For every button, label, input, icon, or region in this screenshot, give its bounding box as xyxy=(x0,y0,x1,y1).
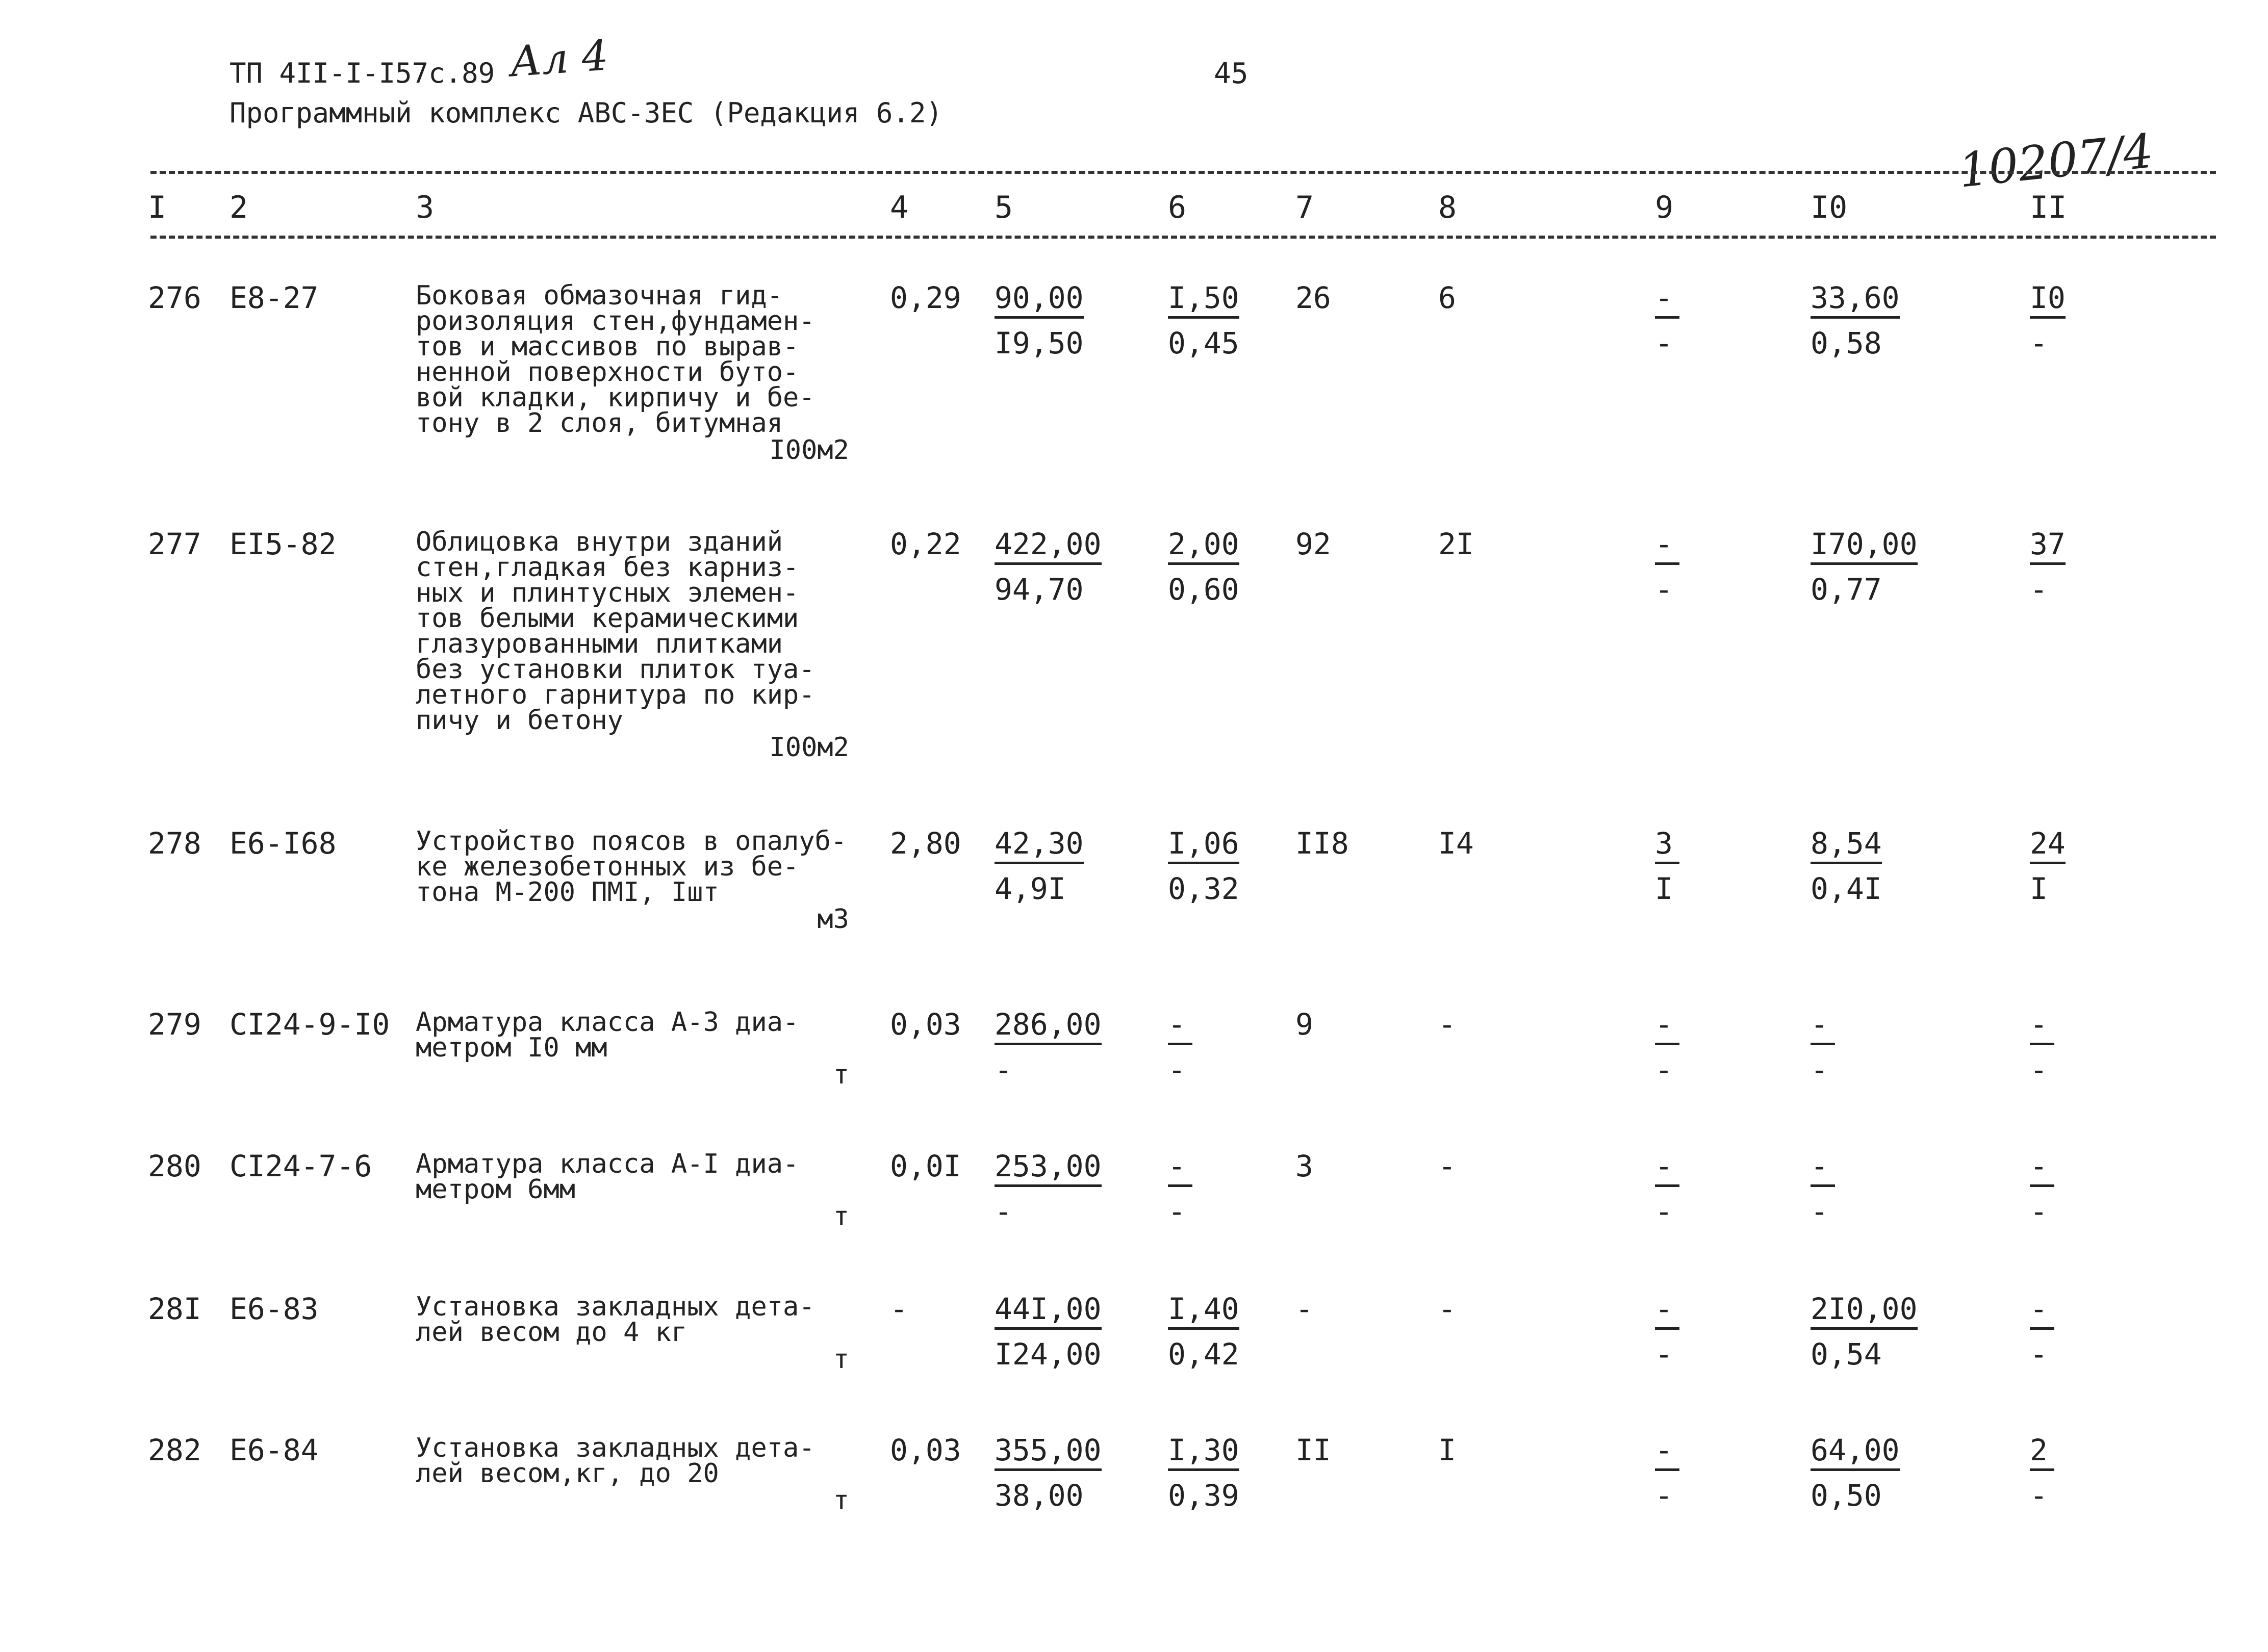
row-number: 277 xyxy=(148,527,201,561)
description-line: лей весом,кг, до 20 xyxy=(416,1458,719,1489)
col5-value-numerator: 286,00 xyxy=(995,1007,1102,1045)
col5-value xyxy=(995,1433,1102,1513)
col5-value-numerator: 90,00 xyxy=(995,280,1084,319)
col11-value-numerator: 2 xyxy=(2030,1433,2054,1471)
col5-value-numerator: 355,00 xyxy=(995,1433,1102,1471)
col11-value-numerator: - xyxy=(2030,1007,2054,1045)
sheet-number: 10207/4 xyxy=(1956,123,2156,198)
document-subtitle: Программный комплекс АВС-3ЕС (Редакция 6.2) xyxy=(230,97,942,129)
col9-value xyxy=(1655,826,1679,906)
col6-value xyxy=(1168,1007,1192,1087)
description-line: пичу и бетону xyxy=(416,705,623,736)
measurement-unit: т xyxy=(833,1201,849,1232)
col5-value-denominator: I9,50 xyxy=(995,326,1084,360)
col9-value-denominator: - xyxy=(1655,1052,1673,1087)
description-line: тов белыми керамическими xyxy=(416,603,799,634)
measurement-unit: I00м2 xyxy=(769,732,849,763)
col9-value-numerator: - xyxy=(1655,1292,1679,1330)
column-header: 7 xyxy=(1295,190,1314,225)
col11-value-numerator: - xyxy=(2030,1292,2054,1330)
col6-value-numerator: 2,00 xyxy=(1168,527,1239,565)
quantity: 0,03 xyxy=(890,1433,961,1467)
description-line: Облицовка внутри зданий xyxy=(416,527,783,557)
col10-value xyxy=(1811,1149,1835,1229)
row-number: 278 xyxy=(148,826,201,861)
col10-value xyxy=(1811,527,1918,607)
col11-value xyxy=(2030,1007,2054,1087)
col9-value-denominator: - xyxy=(1655,572,1673,607)
quantity: 0,22 xyxy=(890,527,961,561)
row-number: 280 xyxy=(148,1149,201,1183)
col9-value-numerator: - xyxy=(1655,527,1679,565)
col11-value xyxy=(2030,1292,2054,1372)
handwritten-note: Ал 4 xyxy=(508,31,610,87)
col8-value: I4 xyxy=(1438,826,1474,861)
column-header: 6 xyxy=(1168,190,1187,225)
norm-code: CI24-7-6 xyxy=(230,1149,372,1183)
work-description xyxy=(416,1007,799,1063)
col11-value-numerator: 24 xyxy=(2030,826,2066,864)
measurement-unit: м3 xyxy=(817,904,849,935)
description-line: роизоляция стен,фундамен- xyxy=(416,306,815,337)
work-description xyxy=(416,280,815,438)
description-line: тона М-200 ПМI, Iшт xyxy=(416,877,719,908)
col10-value-denominator: 0,4I xyxy=(1811,871,1882,906)
col11-value xyxy=(2030,280,2066,360)
col6-value xyxy=(1168,826,1239,906)
quantity: - xyxy=(890,1292,908,1326)
col6-value-denominator: 0,42 xyxy=(1168,1337,1239,1372)
header-top-rule xyxy=(150,171,2216,174)
col6-value-denominator: - xyxy=(1168,1052,1186,1087)
quantity: 0,0I xyxy=(890,1149,961,1183)
description-line: летного гарнитура по кир- xyxy=(416,680,815,710)
col9-value xyxy=(1655,527,1679,607)
col8-value: - xyxy=(1438,1007,1456,1042)
col7-value: 26 xyxy=(1295,280,1331,315)
col9-value xyxy=(1655,1149,1679,1229)
col7-value: - xyxy=(1295,1292,1313,1326)
col9-value-denominator: - xyxy=(1655,1194,1673,1229)
description-line: тону в 2 слоя, битумная xyxy=(416,408,783,438)
col9-value-numerator: 3 xyxy=(1655,826,1679,864)
description-line: ных и плинтусных элемен- xyxy=(416,578,799,608)
work-description xyxy=(416,527,815,736)
col9-value xyxy=(1655,1007,1679,1087)
col6-value-numerator: I,06 xyxy=(1168,826,1239,864)
norm-code: E6-83 xyxy=(230,1292,319,1326)
description-line: Устройство поясов в опалуб- xyxy=(416,826,847,857)
col11-value-numerator: 37 xyxy=(2030,527,2066,565)
col11-value-denominator: - xyxy=(2030,326,2048,360)
row-number: 28I xyxy=(148,1292,201,1326)
col5-value-denominator: 4,9I xyxy=(995,871,1066,906)
col5-value xyxy=(995,826,1084,906)
col10-value xyxy=(1811,1292,1918,1372)
col10-value-denominator: 0,58 xyxy=(1811,326,1882,360)
col10-value-numerator: 33,60 xyxy=(1811,280,1900,319)
description-line: Арматура класса А-3 диа- xyxy=(416,1007,799,1038)
column-header: 8 xyxy=(1438,190,1457,225)
col6-value-denominator: 0,60 xyxy=(1168,572,1239,607)
col5-value xyxy=(995,527,1102,607)
col9-value-numerator: - xyxy=(1655,1149,1679,1187)
col6-value xyxy=(1168,1149,1192,1229)
column-header: 3 xyxy=(416,190,435,225)
description-line: без установки плиток туа- xyxy=(416,654,815,685)
column-header: I xyxy=(148,190,167,225)
description-line: стен,гладкая без карниз- xyxy=(416,552,799,583)
col5-value-denominator: - xyxy=(995,1052,1012,1087)
col11-value xyxy=(2030,1149,2054,1229)
col9-value xyxy=(1655,1292,1679,1372)
col11-value-numerator: I0 xyxy=(2030,280,2066,319)
description-line: ненной поверхности буто- xyxy=(416,357,799,388)
col10-value xyxy=(1811,826,1882,906)
col9-value-numerator: - xyxy=(1655,1007,1679,1045)
col5-value xyxy=(995,1292,1102,1372)
page-number: 45 xyxy=(1214,57,1248,90)
col10-value-denominator: - xyxy=(1811,1194,1828,1229)
col5-value-denominator: 38,00 xyxy=(995,1478,1084,1513)
measurement-unit: т xyxy=(833,1060,849,1090)
col9-value-denominator: - xyxy=(1655,326,1673,360)
description-line: метром 6мм xyxy=(416,1174,576,1205)
col5-value xyxy=(995,1149,1102,1229)
col8-value: 6 xyxy=(1438,280,1456,315)
col9-value-numerator: - xyxy=(1655,1433,1679,1471)
col8-value: 2I xyxy=(1438,527,1474,561)
quantity: 0,29 xyxy=(890,280,961,315)
col11-value-denominator: - xyxy=(2030,1194,2048,1229)
column-header: 5 xyxy=(995,190,1013,225)
measurement-unit: т xyxy=(833,1485,849,1516)
col6-value-numerator: - xyxy=(1168,1007,1192,1045)
description-line: тов и массивов по вырав- xyxy=(416,331,799,362)
column-header: 2 xyxy=(230,190,248,225)
col11-value xyxy=(2030,826,2066,906)
col5-value-numerator: 44I,00 xyxy=(995,1292,1102,1330)
description-line: метром I0 мм xyxy=(416,1032,607,1063)
col5-value-numerator: 422,00 xyxy=(995,527,1102,565)
col8-value: - xyxy=(1438,1292,1456,1326)
col9-value-denominator: - xyxy=(1655,1337,1673,1372)
col6-value xyxy=(1168,280,1239,360)
col11-value-denominator: - xyxy=(2030,572,2048,607)
col9-value-denominator: - xyxy=(1655,1478,1673,1513)
norm-code: E6-I68 xyxy=(230,826,337,861)
col5-value xyxy=(995,280,1084,360)
col8-value: - xyxy=(1438,1149,1456,1183)
col7-value: II xyxy=(1295,1433,1331,1467)
col11-value-denominator: - xyxy=(2030,1337,2048,1372)
col7-value: 3 xyxy=(1295,1149,1313,1183)
col9-value-numerator: - xyxy=(1655,280,1679,319)
work-description xyxy=(416,826,847,908)
col10-value-denominator: 0,77 xyxy=(1811,572,1882,607)
col5-value xyxy=(995,1007,1102,1087)
col6-value-numerator: I,40 xyxy=(1168,1292,1239,1330)
col11-value-denominator: I xyxy=(2030,871,2048,906)
col6-value-denominator: 0,39 xyxy=(1168,1478,1239,1513)
col5-value-denominator: 94,70 xyxy=(995,572,1084,607)
col5-value-numerator: 42,30 xyxy=(995,826,1084,864)
col5-value-denominator: I24,00 xyxy=(995,1337,1102,1372)
column-header: 4 xyxy=(890,190,909,225)
col9-value xyxy=(1655,280,1679,360)
col6-value-denominator: 0,45 xyxy=(1168,326,1239,360)
col7-value: II8 xyxy=(1295,826,1349,861)
col6-value-denominator: 0,32 xyxy=(1168,871,1239,906)
quantity: 0,03 xyxy=(890,1007,961,1042)
col5-value-numerator: 253,00 xyxy=(995,1149,1102,1187)
col6-value xyxy=(1168,1433,1239,1513)
col6-value xyxy=(1168,1292,1239,1372)
col9-value-denominator: I xyxy=(1655,871,1673,906)
col6-value xyxy=(1168,527,1239,607)
col10-value-numerator: 8,54 xyxy=(1811,826,1882,864)
col10-value-numerator: 64,00 xyxy=(1811,1433,1900,1471)
description-line: вой кладки, кирпичу и бе- xyxy=(416,382,815,413)
description-line: Арматура класса А-I диа- xyxy=(416,1149,799,1179)
document-code: ТП 4II-I-I57с.89 xyxy=(230,57,495,89)
col10-value xyxy=(1811,280,1900,360)
norm-code: EI5-82 xyxy=(230,527,337,561)
work-description xyxy=(416,1149,799,1205)
norm-code: CI24-9-I0 xyxy=(230,1007,390,1042)
col10-value-denominator: - xyxy=(1811,1052,1828,1087)
column-header: II xyxy=(2030,190,2067,225)
col6-value-numerator: - xyxy=(1168,1149,1192,1187)
header-bottom-rule xyxy=(150,236,2216,239)
row-number: 282 xyxy=(148,1433,201,1467)
row-number: 279 xyxy=(148,1007,201,1042)
col10-value-numerator: - xyxy=(1811,1149,1835,1187)
col11-value-denominator: - xyxy=(2030,1478,2048,1513)
column-header: 9 xyxy=(1655,190,1674,225)
measurement-unit: т xyxy=(833,1344,849,1375)
description-line: Установка закладных дета- xyxy=(416,1433,815,1463)
description-line: глазурованными плитками xyxy=(416,629,783,659)
work-description xyxy=(416,1433,815,1489)
norm-code: E6-84 xyxy=(230,1433,319,1467)
col10-value xyxy=(1811,1433,1900,1513)
row-number: 276 xyxy=(148,280,201,315)
col8-value: I xyxy=(1438,1433,1456,1467)
col10-value-numerator: 2I0,00 xyxy=(1811,1292,1918,1330)
col9-value xyxy=(1655,1433,1679,1513)
description-line: Установка закладных дета- xyxy=(416,1292,815,1322)
col11-value xyxy=(2030,527,2066,607)
description-line: ке железобетонных из бе- xyxy=(416,851,799,882)
col6-value-numerator: I,50 xyxy=(1168,280,1239,319)
col6-value-numerator: I,30 xyxy=(1168,1433,1239,1471)
col10-value-denominator: 0,54 xyxy=(1811,1337,1882,1372)
col6-value-denominator: - xyxy=(1168,1194,1186,1229)
col11-value xyxy=(2030,1433,2054,1513)
column-header: I0 xyxy=(1811,190,1848,225)
norm-code: E8-27 xyxy=(230,280,319,315)
work-description xyxy=(416,1292,815,1348)
col11-value-numerator: - xyxy=(2030,1149,2054,1187)
measurement-unit: I00м2 xyxy=(769,435,849,466)
col10-value-numerator: - xyxy=(1811,1007,1835,1045)
col7-value: 9 xyxy=(1295,1007,1313,1042)
description-line: Боковая обмазочная гид- xyxy=(416,280,783,311)
quantity: 2,80 xyxy=(890,826,961,861)
col10-value xyxy=(1811,1007,1835,1087)
col11-value-denominator: - xyxy=(2030,1052,2048,1087)
col5-value-denominator: - xyxy=(995,1194,1012,1229)
col7-value: 92 xyxy=(1295,527,1331,561)
col10-value-numerator: I70,00 xyxy=(1811,527,1918,565)
col10-value-denominator: 0,50 xyxy=(1811,1478,1882,1513)
description-line: лей весом до 4 кг xyxy=(416,1317,687,1348)
